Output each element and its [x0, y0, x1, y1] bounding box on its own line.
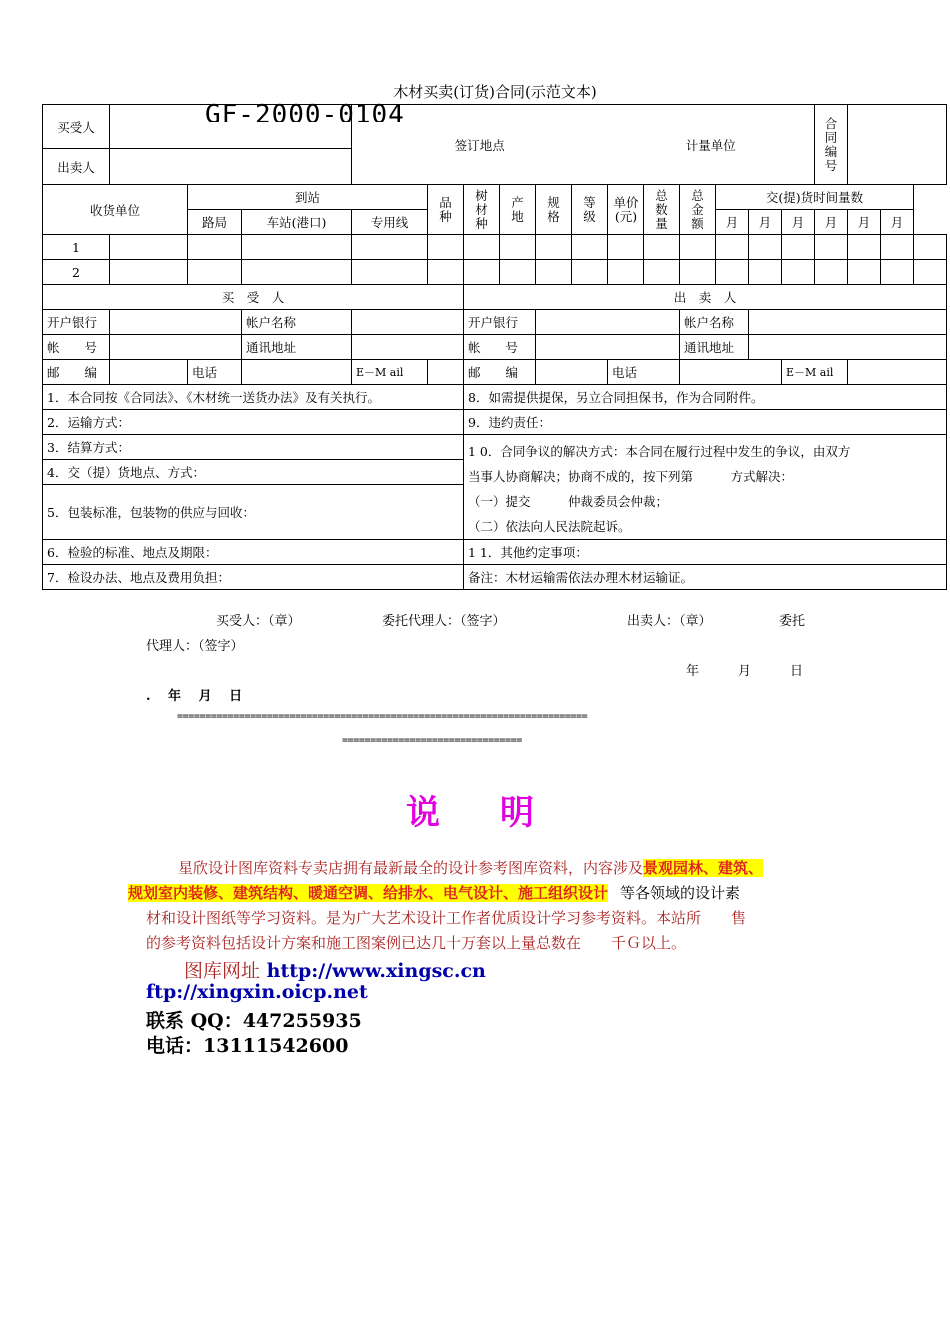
- seller-zip-label: 邮 编: [464, 360, 536, 385]
- site-link[interactable]: 图库网址 http://www.xingsc.cn: [184, 960, 486, 982]
- buyer-acct-name-label: 帐户名称: [242, 310, 352, 335]
- buyer-agent-sign: 委托代理人：（签字）: [382, 614, 506, 629]
- buyer-acct-no-label: 帐 号: [43, 335, 110, 360]
- month-1: 月: [716, 210, 749, 235]
- col-spec: 规格: [536, 185, 572, 235]
- railway-label: 路局: [188, 210, 242, 235]
- seller-seal: 出卖人：（章）: [627, 614, 712, 629]
- row-number: 1: [43, 235, 110, 260]
- buyer-zip-label: 邮 编: [43, 360, 110, 385]
- sign-place-label: 签订地点: [352, 105, 608, 185]
- contract-no-field[interactable]: [848, 105, 947, 185]
- term-11: 1 1．其他约定事项：: [464, 540, 947, 565]
- notice-line-4: 的参考资料包括设计方案和施工图案例已达几十万套以上量总数在 千Ｇ以上。: [146, 934, 687, 952]
- ftp-link[interactable]: ftp://xingxin.oicp.net: [146, 981, 368, 1003]
- buyer-field[interactable]: [110, 105, 352, 149]
- seller-address-label: 通讯地址: [680, 335, 749, 360]
- table-row: [43, 260, 947, 285]
- station-label: 车站(港口): [242, 210, 352, 235]
- col-unit-price: 单价(元): [608, 185, 644, 235]
- month-5: 月: [848, 210, 881, 235]
- notice-line-2: 规划室内装修、建筑结构、暖通空调、给排水、电气设计、施工组织设计 等各领域的设计素: [128, 884, 741, 902]
- term-2: 2．运输方式：: [43, 410, 464, 435]
- contact-qq: 联系 QQ：447255935: [146, 1010, 362, 1032]
- term-1: 1．本合同按《合同法》、《木材统一送货办法》及有关执行。: [43, 385, 464, 410]
- term-4: 4．交（提）货地点、方式：: [43, 460, 464, 485]
- term-7: 7．检设办法、地点及费用负担：: [43, 565, 464, 590]
- month-2: 月: [749, 210, 782, 235]
- term-5: 5．包装标准，包装物的供应与回收：: [43, 485, 464, 540]
- buyer-section-label: 买 受 人: [43, 285, 464, 310]
- month-3: 月: [782, 210, 815, 235]
- document-title: 木材买卖(订货)合同(示范文本): [393, 83, 597, 101]
- term-6: 6．检验的标准、地点及期限：: [43, 540, 464, 565]
- delivery-label: 交(提)货时间量数: [716, 185, 914, 210]
- month-4: 月: [815, 210, 848, 235]
- contract-no-label: 合同编号: [815, 105, 848, 185]
- seller-email-label: E－M ail: [782, 360, 848, 385]
- col-origin: 产地: [500, 185, 536, 235]
- col-total-amount: 总金额: [680, 185, 716, 235]
- row-number: 2: [43, 260, 110, 285]
- seller-agent-label: 委托: [779, 614, 806, 629]
- seller-phone-label: 电话: [608, 360, 680, 385]
- seller-acct-name-label: 帐户名称: [680, 310, 749, 335]
- term-10: 1 0．合同争议的解决方式：本合同在履行过程中发生的争议，由双方 当事人协商解决；协商不成的，按下列第 方式解决： （一）提交 仲裁委员会仲裁； （二）依法向人民法院起诉。: [464, 435, 947, 540]
- col-variety: 品种: [428, 185, 464, 235]
- seller-bank-label: 开户银行: [464, 310, 536, 335]
- buyer-address-label: 通讯地址: [242, 335, 352, 360]
- seller-field[interactable]: [110, 149, 352, 185]
- month-6: 月: [881, 210, 914, 235]
- buyer-seal: 买受人：（章）: [216, 614, 301, 629]
- special-line-label: 专用线: [352, 210, 428, 235]
- notice-line-1: 星欣设计图库资料专卖店拥有最新最全的设计参考图库资料，内容涉及景观园林、建筑、: [178, 859, 764, 877]
- note: 备注：木材运输需依法办理木材运输证。: [464, 565, 947, 590]
- divider-line: ================================: [342, 735, 522, 746]
- col-total-qty: 总数量: [644, 185, 680, 235]
- receiver-label: 收货单位: [43, 185, 188, 235]
- notice-heading: 说明: [406, 793, 594, 833]
- buyer-email-label: E－M ail: [352, 360, 428, 385]
- contact-phone: 电话：13111542600: [146, 1035, 349, 1057]
- sign-date-right: 年 月 日: [686, 664, 804, 679]
- term-3: 3．结算方式：: [43, 435, 464, 460]
- buyer-label: 买受人: [43, 105, 110, 149]
- contract-form: [42, 104, 947, 590]
- standard-code: GF-2000-0104: [205, 100, 405, 122]
- divider-line: =========================================================================: [177, 711, 588, 722]
- col-tree-species: 树材种: [464, 185, 500, 235]
- col-grade: 等级: [572, 185, 608, 235]
- buyer-bank-label: 开户银行: [43, 310, 110, 335]
- seller-agent-sign: 代理人：（签字）: [146, 639, 244, 654]
- seller-section-label: 出 卖 人: [464, 285, 947, 310]
- arrival-label: 到站: [188, 185, 428, 210]
- buyer-phone-label: 电话: [188, 360, 242, 385]
- site-url[interactable]: http://www.xingsc.cn: [266, 960, 486, 982]
- measure-unit-label: 计量单位: [608, 105, 815, 185]
- table-row: [43, 235, 947, 260]
- sign-date-left: . 年 月 日: [146, 689, 243, 704]
- notice-line-3: 材和设计图纸等学习资料。是为广大艺术设计工作者优质设计学习参考资料。本站所 售: [146, 909, 747, 927]
- term-8: 8．如需提供提保，另立合同担保书，作为合同附件。: [464, 385, 947, 410]
- term-9: 9．违约责任：: [464, 410, 947, 435]
- seller-acct-no-label: 帐 号: [464, 335, 536, 360]
- seller-label: 出卖人: [43, 149, 110, 185]
